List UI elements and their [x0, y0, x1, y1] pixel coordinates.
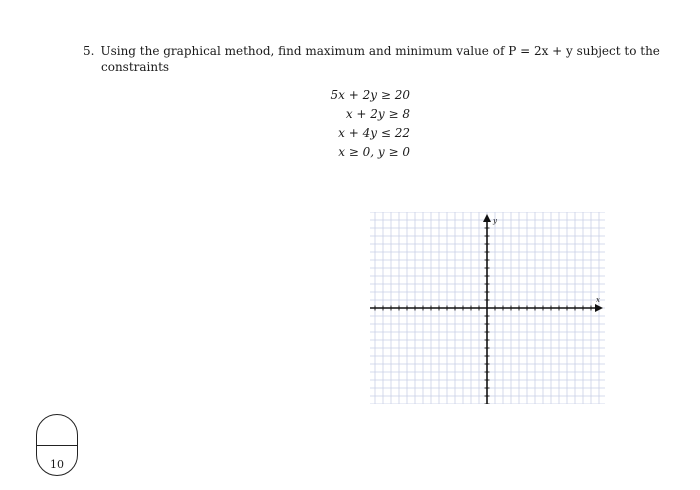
y-axis-arrowhead — [483, 214, 491, 222]
score-value: 10 — [50, 458, 64, 471]
y-axis-label: y — [493, 217, 497, 225]
constraint-1: 5x + 2y ≥ 20 — [330, 88, 410, 102]
x-axis-label: x — [596, 296, 600, 304]
coordinate-grid-svg — [370, 212, 605, 404]
constraint-4: x ≥ 0, y ≥ 0 — [338, 145, 410, 159]
constraint-3: x + 4y ≤ 22 — [338, 126, 410, 140]
question-number: 5. — [83, 44, 95, 58]
question-text: Using the graphical method, find maximum and minimum value of P = 2x + y subject to the — [100, 44, 660, 58]
constraints-list — [290, 86, 420, 162]
score-divider — [37, 445, 77, 446]
constraint-2: x + 2y ≥ 8 — [345, 107, 410, 121]
question-first-line — [83, 43, 660, 59]
score-box — [36, 414, 78, 476]
question-5 — [83, 43, 660, 75]
question-text-continued: constraints — [101, 60, 170, 74]
coordinate-grid — [370, 212, 605, 404]
